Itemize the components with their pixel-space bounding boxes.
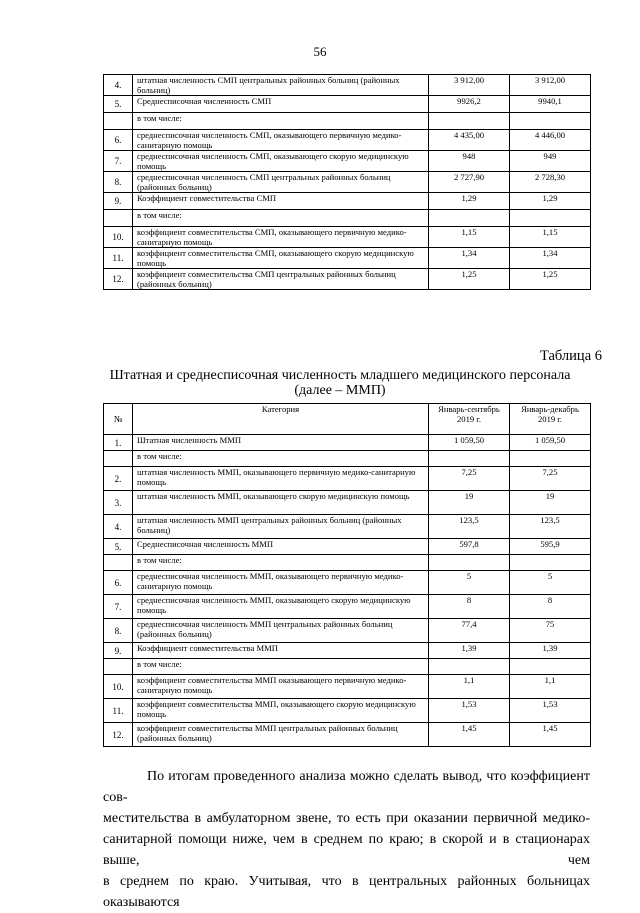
table-row — [104, 515, 591, 539]
row-value-1: 8 — [429, 595, 510, 619]
row-number: 9. — [104, 193, 133, 210]
row-category: штатная численность ММП, оказывающего первичную медико-санитарную помощь — [133, 467, 429, 491]
row-category: в том числе: — [133, 451, 429, 467]
table-row — [104, 467, 591, 491]
row-value-1: 1,29 — [429, 193, 510, 210]
row-value-2: 1,34 — [510, 248, 591, 269]
row-number: 10. — [104, 675, 133, 699]
table-6 — [103, 403, 591, 747]
table-header-row — [104, 404, 591, 435]
row-value-1: 1,45 — [429, 723, 510, 747]
row-value-1: 1,15 — [429, 227, 510, 248]
table-title: Штатная и среднесписочная численность младшего медицинского персонала — [109, 368, 571, 383]
table-row — [104, 595, 591, 619]
table-row — [104, 96, 591, 113]
row-number: 4. — [104, 515, 133, 539]
paragraph-line: в среднем по краю. Учитывая, что в центральных районных больницах оказываются — [103, 874, 590, 910]
row-number: 2. — [104, 467, 133, 491]
row-value-2: 2 728,30 — [510, 172, 591, 193]
row-value-2: 949 — [510, 151, 591, 172]
row-value-2: 5 — [510, 571, 591, 595]
row-value-2: 1,1 — [510, 675, 591, 699]
row-number: 9. — [104, 643, 133, 659]
row-value-1: 4 435,00 — [429, 130, 510, 151]
header-period-1: Январь-сентябрь 2019 г. — [429, 404, 510, 435]
row-value-2 — [510, 113, 591, 130]
paragraph-line: местительства в амбулаторном звене, то есть при оказании первичной медико- — [103, 811, 590, 826]
paragraph-line: санитарной помощи ниже, чем в среднем по краю; в скорой и в стационарах выше, чем — [103, 832, 590, 868]
row-number: 11. — [104, 248, 133, 269]
row-value-2: 7,25 — [510, 467, 591, 491]
row-value-2: 75 — [510, 619, 591, 643]
table-row — [104, 491, 591, 515]
row-category: в том числе: — [133, 659, 429, 675]
header-category: Категория — [133, 404, 429, 435]
table-row — [104, 75, 591, 96]
row-value-2: 19 — [510, 491, 591, 515]
table-row — [104, 699, 591, 723]
row-value-1: 2 727,90 — [429, 172, 510, 193]
row-number: 12. — [104, 269, 133, 290]
row-number — [104, 451, 133, 467]
row-value-1: 9926,2 — [429, 96, 510, 113]
row-category: среднесписочная численность СМП, оказывающего скорую медицинскую помощь — [133, 151, 429, 172]
row-value-2 — [510, 451, 591, 467]
row-value-2: 9940,1 — [510, 96, 591, 113]
table-row — [104, 151, 591, 172]
table-row — [104, 248, 591, 269]
row-category: среднесписочная численность ММП центральных районных больниц (районных больниц) — [133, 619, 429, 643]
table-row — [104, 571, 591, 595]
row-value-2: 1,39 — [510, 643, 591, 659]
row-number: 4. — [104, 75, 133, 96]
table-label: Таблица 6 — [539, 348, 602, 364]
row-value-1: 19 — [429, 491, 510, 515]
row-category: Коэффициент совместительства ММП — [133, 643, 429, 659]
row-value-2: 4 446,00 — [510, 130, 591, 151]
table-title-continued: (далее – ММП) — [294, 383, 386, 398]
row-value-2: 1,45 — [510, 723, 591, 747]
row-value-2: 595,9 — [510, 539, 591, 555]
row-category: Среднесписочная численность ММП — [133, 539, 429, 555]
row-number: 5. — [104, 96, 133, 113]
row-number: 7. — [104, 595, 133, 619]
table-row — [104, 210, 591, 227]
row-category: коэффициент совместительства ММП, оказывающего скорую медицинскую помощь — [133, 699, 429, 723]
row-category: среднесписочная численность СМП, оказывающего первичную медико-санитарную помощь — [133, 130, 429, 151]
row-value-1 — [429, 555, 510, 571]
row-value-2 — [510, 555, 591, 571]
row-value-2: 3 912,00 — [510, 75, 591, 96]
table-row — [104, 723, 591, 747]
row-number: 7. — [104, 151, 133, 172]
row-category: коэффициент совместительства СМП, оказывающего первичную медико-санитарную помощь — [133, 227, 429, 248]
row-value-1: 1 059,50 — [429, 435, 510, 451]
table-row — [104, 643, 591, 659]
row-value-2: 1 059,50 — [510, 435, 591, 451]
row-value-2 — [510, 659, 591, 675]
row-number: 10. — [104, 227, 133, 248]
row-value-2: 8 — [510, 595, 591, 619]
row-category: Штатная численность ММП — [133, 435, 429, 451]
row-value-1: 1,34 — [429, 248, 510, 269]
row-category: коэффициент совместительства СМП, оказывающего скорую медицинскую помощь — [133, 248, 429, 269]
table-row — [104, 113, 591, 130]
row-value-1: 597,8 — [429, 539, 510, 555]
row-number: 5. — [104, 539, 133, 555]
row-number — [104, 659, 133, 675]
row-value-1: 123,5 — [429, 515, 510, 539]
row-value-2 — [510, 210, 591, 227]
row-category: в том числе: — [133, 210, 429, 227]
row-value-2: 1,25 — [510, 269, 591, 290]
row-category: штатная численность ММП, оказывающего скорую медицинскую помощь — [133, 491, 429, 515]
table-row — [104, 227, 591, 248]
row-category: Среднесписочная численность СМП — [133, 96, 429, 113]
row-category: коэффициент совместительства ММП оказывающего первичную медико-санитарную помощь — [133, 675, 429, 699]
row-number: 6. — [104, 130, 133, 151]
table-row — [104, 555, 591, 571]
row-value-1 — [429, 451, 510, 467]
row-category: в том числе: — [133, 555, 429, 571]
row-value-1: 3 912,00 — [429, 75, 510, 96]
row-value-1 — [429, 210, 510, 227]
table-row — [104, 675, 591, 699]
row-number: 1. — [104, 435, 133, 451]
row-value-1: 1,53 — [429, 699, 510, 723]
row-number: 11. — [104, 699, 133, 723]
row-value-1: 7,25 — [429, 467, 510, 491]
body-paragraph — [103, 766, 590, 913]
row-value-1: 948 — [429, 151, 510, 172]
row-value-2: 1,15 — [510, 227, 591, 248]
row-number: 6. — [104, 571, 133, 595]
table-row — [104, 659, 591, 675]
row-category: среднесписочная численность ММП, оказывающего скорую медицинскую помощь — [133, 595, 429, 619]
row-value-1: 5 — [429, 571, 510, 595]
row-number: 12. — [104, 723, 133, 747]
table-row — [104, 269, 591, 290]
row-value-1 — [429, 659, 510, 675]
row-category: штатная численность ММП центральных районных больниц (районных больниц) — [133, 515, 429, 539]
page-number: 56 — [313, 44, 327, 59]
row-number — [104, 113, 133, 130]
row-number — [104, 210, 133, 227]
table-row — [104, 130, 591, 151]
row-value-2: 1,53 — [510, 699, 591, 723]
row-category: коэффициент совместительства ММП центральных районных больниц (районных больниц) — [133, 723, 429, 747]
row-category: коэффициент совместительства СМП центральных районных больниц (районных больниц) — [133, 269, 429, 290]
header-number: № — [104, 404, 133, 435]
row-category: штатная численность СМП центральных районных больниц (районных больниц) — [133, 75, 429, 96]
row-value-2: 1,29 — [510, 193, 591, 210]
row-category: среднесписочная численность СМП центральных районных больниц (районных больниц) — [133, 172, 429, 193]
table-row — [104, 193, 591, 210]
row-value-1 — [429, 113, 510, 130]
row-category: среднесписочная численность ММП, оказывающего первичную медико-санитарную помощь — [133, 571, 429, 595]
table-row — [104, 172, 591, 193]
row-value-1: 1,39 — [429, 643, 510, 659]
paragraph-line: По итогам проведенного анализа можно сделать вывод, что коэффициент сов- — [103, 769, 590, 805]
table-row — [104, 451, 591, 467]
table-row — [104, 539, 591, 555]
row-number: 3. — [104, 491, 133, 515]
row-number: 8. — [104, 619, 133, 643]
row-number: 8. — [104, 172, 133, 193]
table-row — [104, 619, 591, 643]
row-category: Коэффициент совместительства СМП — [133, 193, 429, 210]
row-number — [104, 555, 133, 571]
row-value-1: 1,1 — [429, 675, 510, 699]
row-value-1: 1,25 — [429, 269, 510, 290]
row-category: в том числе: — [133, 113, 429, 130]
row-value-2: 123,5 — [510, 515, 591, 539]
table-row — [104, 435, 591, 451]
row-value-1: 77,4 — [429, 619, 510, 643]
header-period-2: Январь-декабрь 2019 г. — [510, 404, 591, 435]
table-5-continuation — [103, 74, 591, 290]
